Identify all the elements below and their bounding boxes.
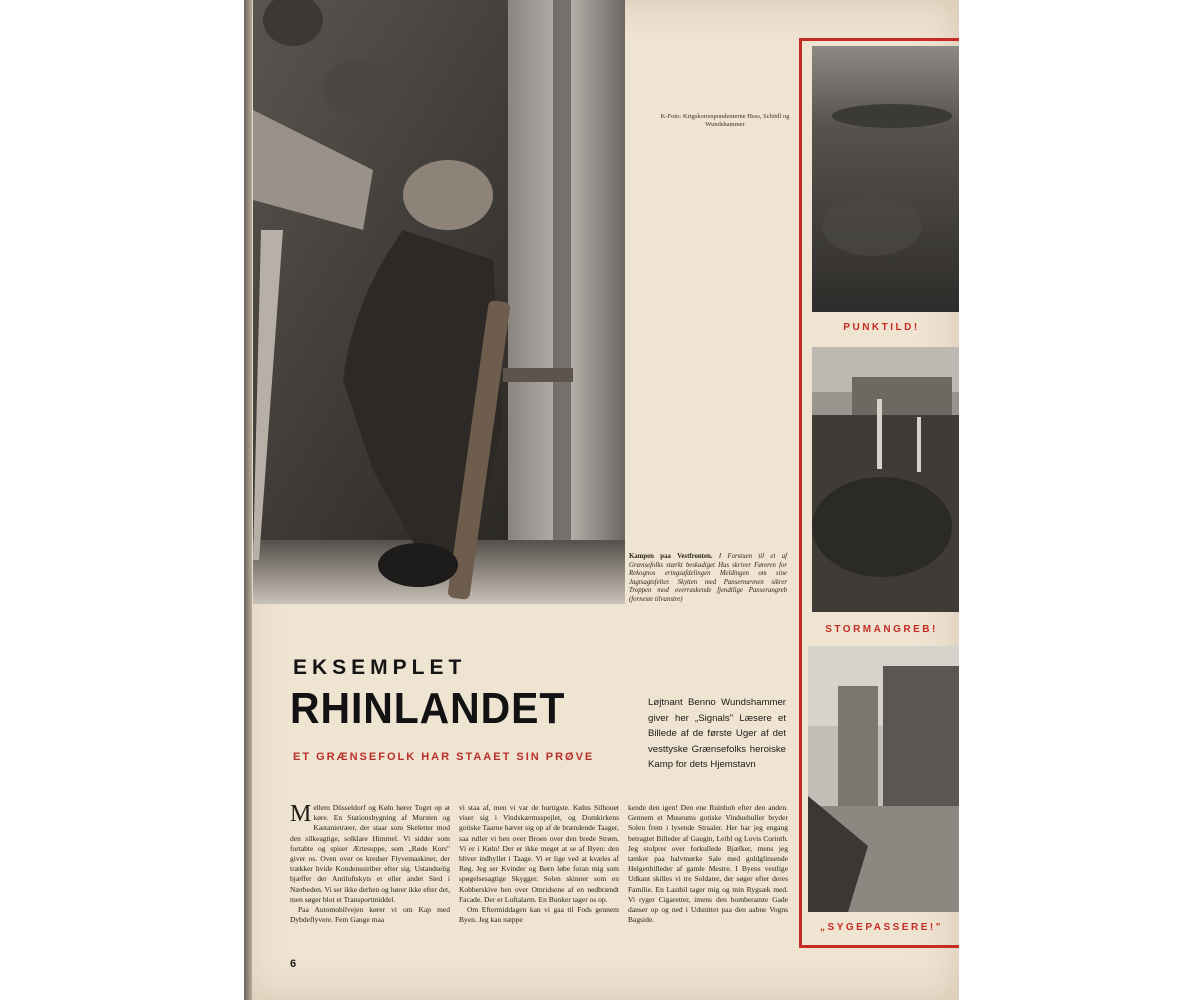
magazine-page (244, 0, 959, 1000)
side-label-1: PUNKTILD! (843, 322, 920, 333)
caption-lead: Kampen paa Vestfronten. (629, 553, 713, 560)
photo-credit: K-Foto: Krigskorrespondenterne Hess, Schödl og Wundshammer (660, 113, 790, 128)
paragraph: kende den igen! Den ene Ruinhob efter den anden. Gennem et Museums gotiske Vinduehuller bryder Solen frem i lysende Straaler. Her har jeg engang betragtet Billeder af Gaugin, Leibl og Lovis Corinth. Jeg stolprer over forkullede Bjælker, mens jeg tænker paa halvmørke Sale med guldglinsende Helgenbilleder af gamle Mestre. I Byens vestlige Udkant skilles vi tre Soldater, der søger efter deres Familie. En Lastbil tager mig og min Rygsæk med. Vi ryger Cigaretter, imens den bomberamte Gade danser op og ned i Udsnittet paa den aabne Vogns Bagside. (628, 803, 788, 925)
caption-text: I Forstuen til et af Grænsefolks stærkt beskadiget Hus skriver Føreren for Rekognos eringsafdelingen Meldingen om sine Jagtsagtsfelter. Skytten med Pansernævnen sikrer Troppen mod overraskende fjendtlige Panserangreb (forneste tilvanstre) (629, 553, 787, 603)
page-spine (244, 0, 252, 1000)
photo-caption (629, 553, 787, 605)
paragraph: ellem Düsseldorf og Køln hører Toget op at køre. En Stationsbygning af Mursten og Kastanietræer, der staar som Skeletter mod den silkeagtige, solklare Himmel. Vi sidder som fortabte og spiser Ærtesuppe, som „Røde Kors" giver os. Oven over os kredser Flyvemaskiner, der trækker hvide Kondensstriber efter sig. Ustandselig bjæffer der Antiluftskyts et eller andet Sted i Nærheden. Vi ser ikke derhen og hører ikke efter det, men søger blot et Transportmiddel. (290, 803, 450, 904)
page-number: 6 (290, 958, 297, 970)
intro-text: Løjtnant Benno Wundshammer giver her „Signals" Læsere et Billede af de første Uger af det vesttyske Grænsefolks heroiske Kamp for dets Hjemstavn (648, 697, 786, 770)
headline: RHINLANDET (290, 684, 566, 733)
body-column-3 (628, 803, 788, 925)
kicker-title: EKSEMPLET (293, 656, 467, 679)
body-column-2 (459, 803, 619, 925)
side-photo-field (812, 46, 959, 312)
side-photo-street (808, 646, 959, 912)
dropcap: M (290, 801, 312, 827)
side-label-3: „SYGEPASSERE!" (820, 922, 943, 933)
subheadline: ET GRÆNSEFOLK HAR STAAET SIN PRØVE (293, 751, 595, 763)
paragraph: Paa Automobilvejen kører vi om Kap med Dybdeflyvere. Fem Gange maa (290, 905, 450, 925)
main-photo-soldiers (253, 0, 625, 604)
paragraph: Om Eftermiddagen kan vi gaa til Fods gennem Byen. Jeg kan næppe (459, 905, 619, 925)
side-photo-ruins (812, 347, 959, 612)
body-column-1 (290, 803, 450, 925)
side-label-2: STORMANGREB! (825, 624, 938, 635)
paragraph: vi staa af, men vi var de hurtigste. Kølns Silhouet viser sig i Vindskærmsspejlet, og Domkirkens gotiske Taarne hæver sig op af de brændende Taager, saa ruller vi hen over Broen over den brede Strøm. Vi er i Køln! Der er ikke meget at se af Byen: den bliver indhyllet i Taage. Vi er lige ved at kvæles af Røg. Jeg ser Kvinder og Børn løbe foran mig som spøgelsesagtige Skygger. Solen skinner som en Kobberskive hen over Omridsene af en nedbrændt Facade. Der er Luftalarm. En Bunker tager os op. (459, 803, 619, 904)
